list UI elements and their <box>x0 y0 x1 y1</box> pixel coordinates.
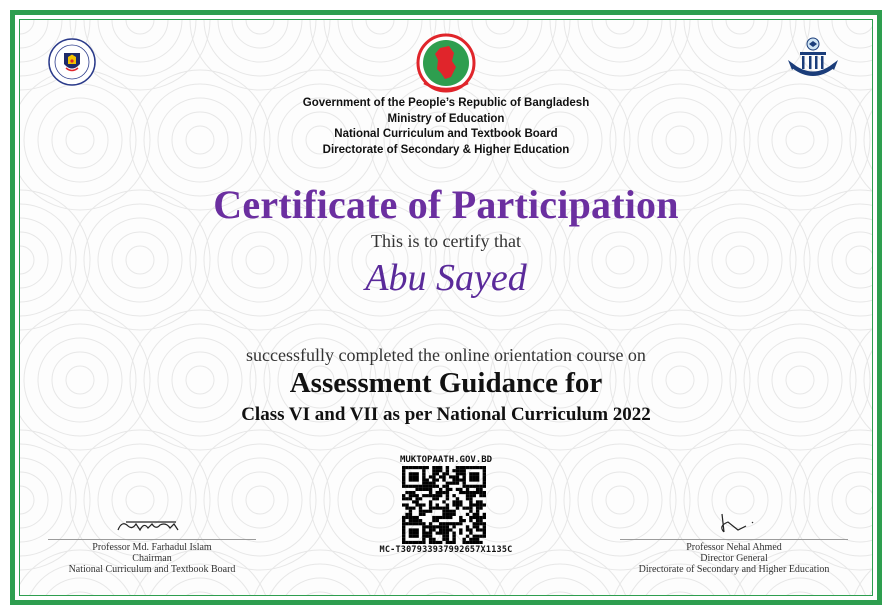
certificate-id: MC-T307933937992657X1135C <box>379 545 513 555</box>
issuing-authority-header <box>0 96 892 158</box>
header-government-line: Government of the People’s Republic of Bangladesh <box>302 97 590 109</box>
signatory-title: Chairman <box>132 553 172 564</box>
signature-line <box>48 539 256 540</box>
header-dshe-line: Directorate of Secondary & Higher Education <box>322 143 570 156</box>
signature-block-chairman <box>48 516 256 575</box>
course-title: Assessment Guidance for <box>289 367 603 399</box>
qr-code-icon[interactable] <box>402 466 486 544</box>
signatory-name: Professor Md. Farhadul Islam <box>92 542 212 553</box>
verification-site: MUKTOPAATH.GOV.BD <box>399 455 493 465</box>
signatory-title: Director General <box>700 553 768 564</box>
course-subtitle: Class VI and VII as per National Curriculum 2022 <box>241 404 651 425</box>
signature-block-director-general <box>620 510 848 575</box>
signature-line <box>620 539 848 540</box>
recipient-name: Abu Sayed <box>365 257 527 299</box>
chairman-signature-icon <box>112 516 192 538</box>
header-nctb-line: National Curriculum and Textbook Board <box>334 128 558 140</box>
dshe-emblem-icon <box>784 36 842 84</box>
director-general-signature-icon <box>704 510 764 538</box>
signatory-organization: Directorate of Secondary and Higher Education <box>638 564 830 575</box>
header-ministry-line: Ministry of Education <box>387 112 505 125</box>
certify-text: This is to certify that <box>371 231 521 251</box>
nctb-emblem-icon <box>47 37 97 87</box>
signatory-name: Professor Nehal Ahmed <box>686 542 782 553</box>
signatory-organization: National Curriculum and Textbook Board <box>68 564 236 575</box>
bangladesh-government-seal-icon <box>414 33 478 95</box>
certificate-title: Certificate of Participation <box>213 182 679 227</box>
completion-statement: successfully completed the online orientation course on <box>246 345 646 365</box>
